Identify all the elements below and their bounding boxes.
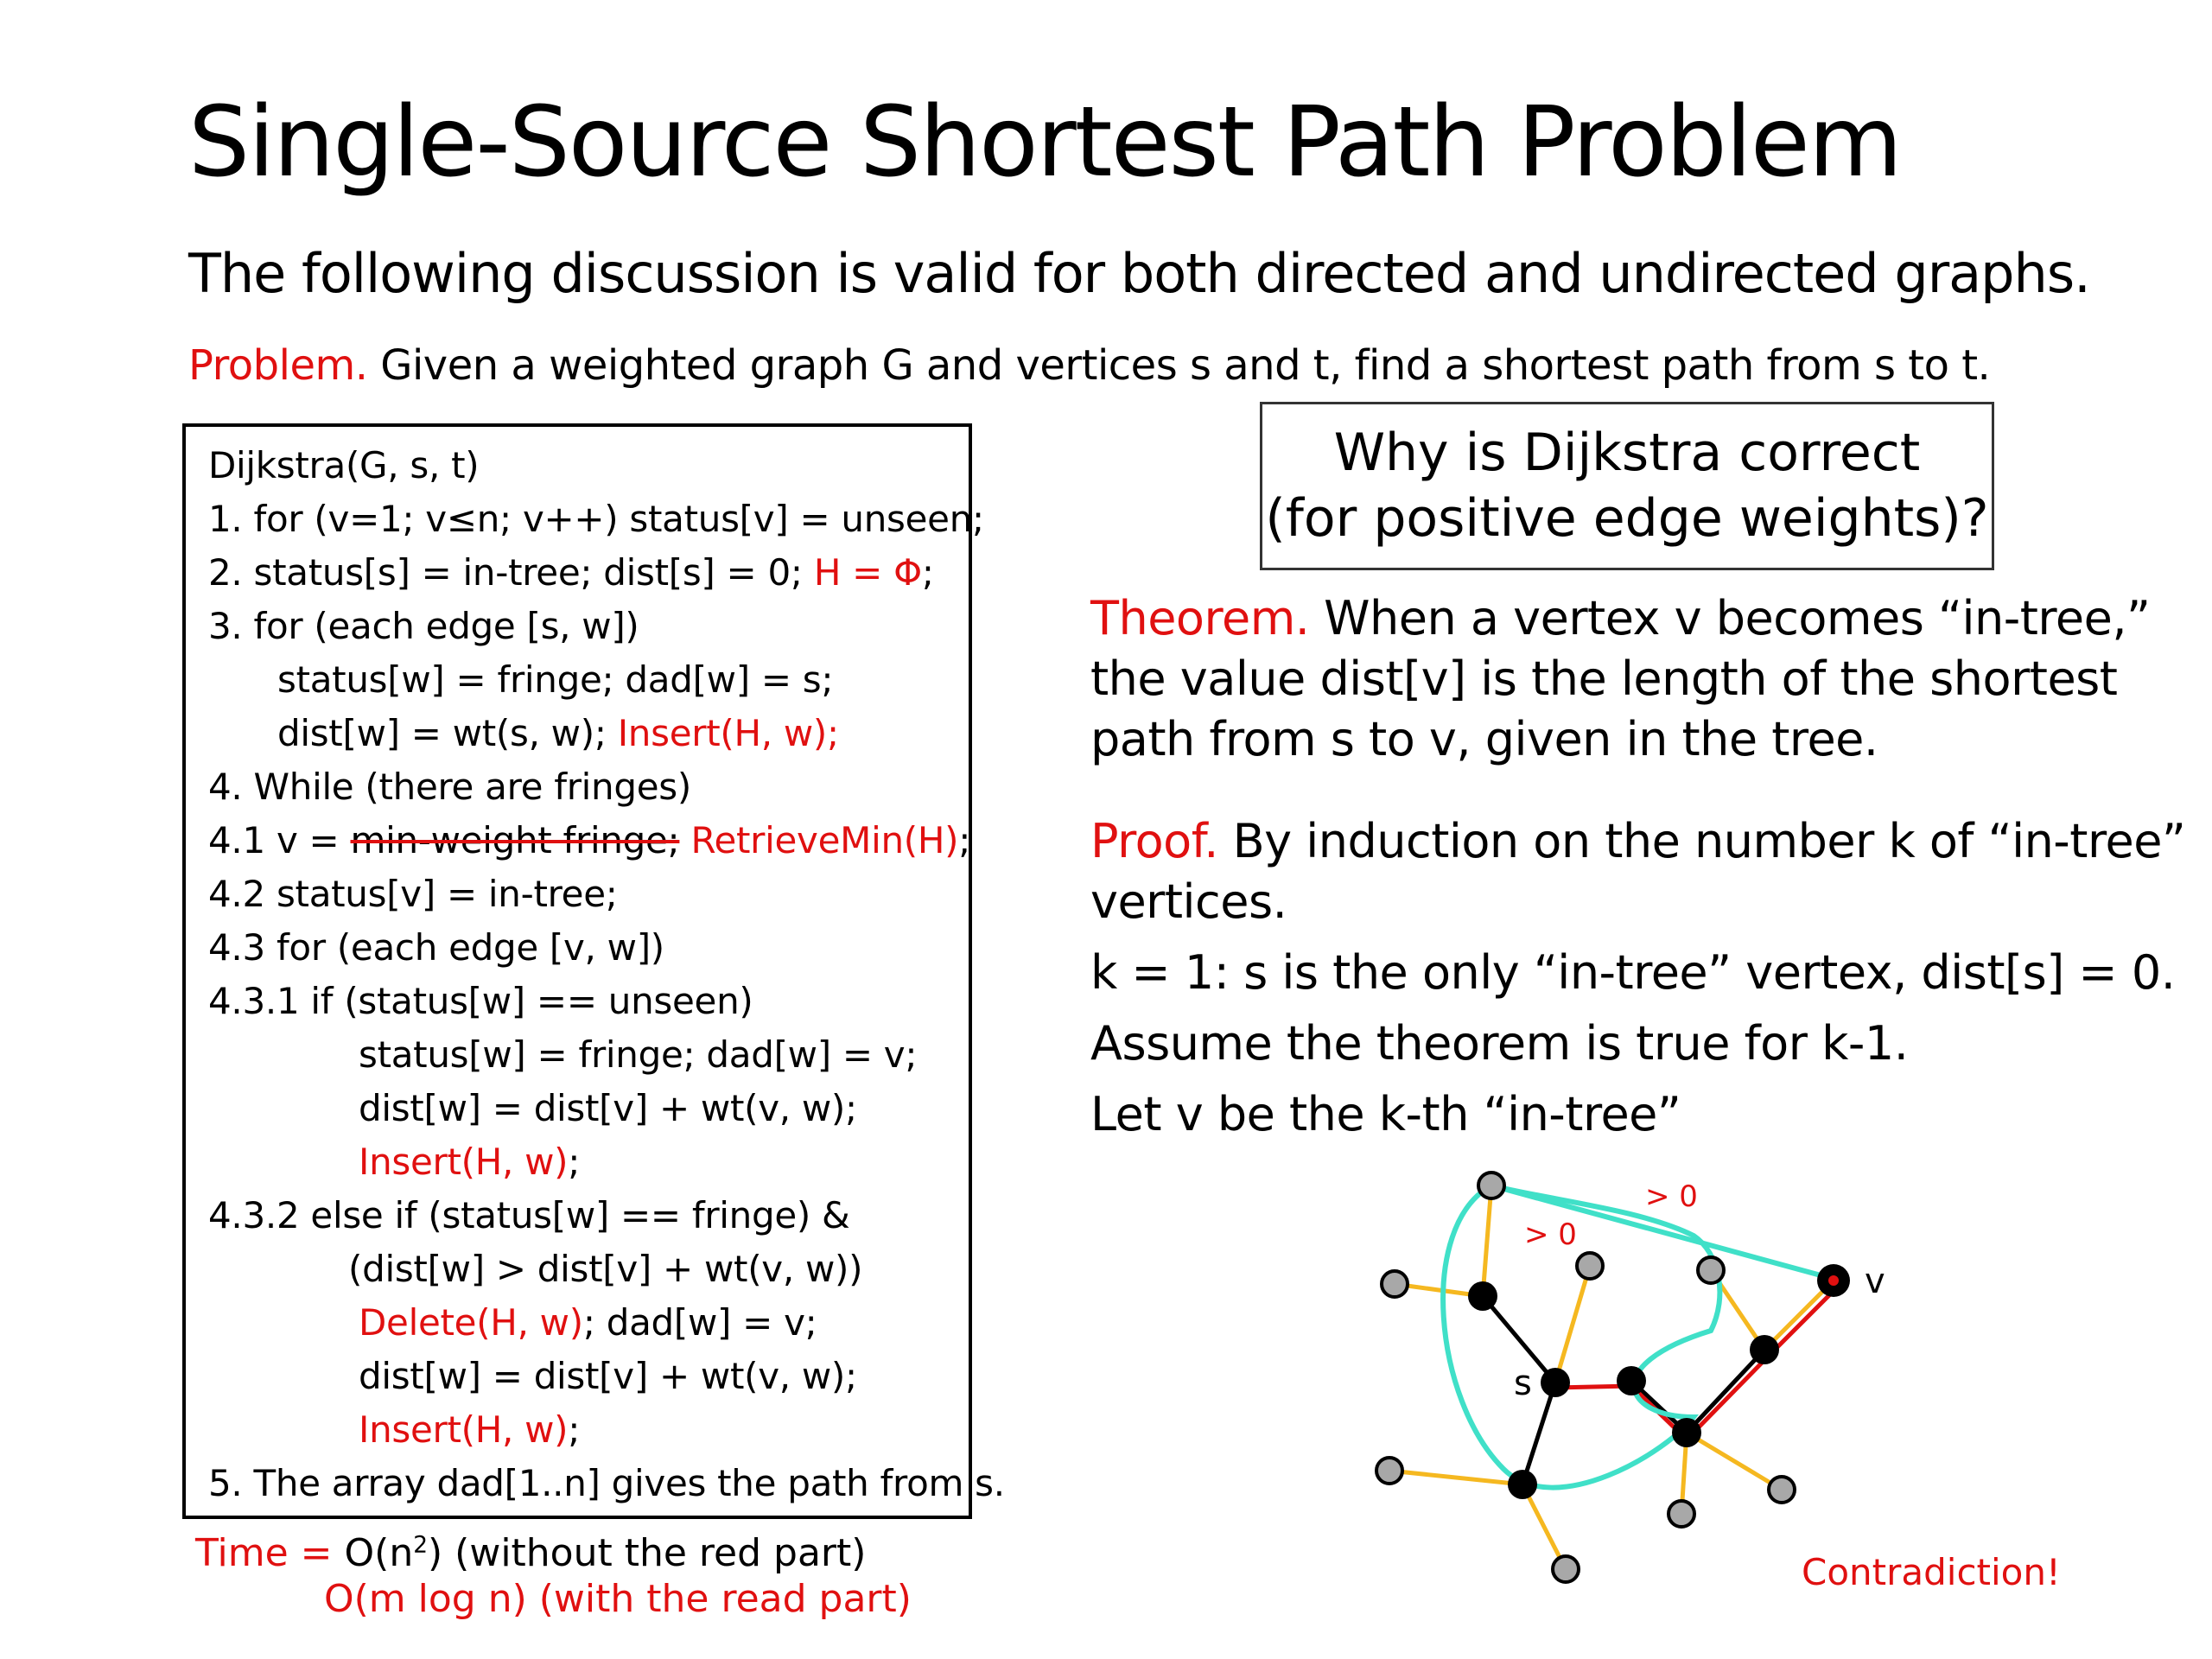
theorem-line-2: the value dist[v] is the length of the shortest — [1090, 652, 2118, 706]
theorem-line-3: path from s to v, given in the tree. — [1090, 712, 1878, 766]
proof-line-4: Assume the theorem is true for k-1. — [1090, 1016, 1909, 1071]
algo-line-4-3-2c: dist[w] = dist[v] + wt(v, w); — [359, 1355, 857, 1397]
algo-line-4-3-2: 4.3.2 else if (status[w] == fringe) & — [208, 1194, 850, 1236]
algo-header: Dijkstra(G, s, t) — [208, 444, 480, 486]
algo-line-4-3-1b: dist[w] = dist[v] + wt(v, w); — [359, 1087, 857, 1129]
theorem-line-1: Theorem. When a vertex v becomes “in-tree,” — [1090, 591, 2151, 645]
proof-line-2: vertices. — [1090, 874, 1287, 929]
problem-text: Given a weighted graph G and vertices s and t, find a shortest path from s to t. — [367, 341, 1991, 390]
time-complexity-1: Time = $O(n^2)$ (without the red part) — [195, 1531, 867, 1575]
fringe-vertex — [1577, 1253, 1603, 1279]
algo-line-4-2: 4.2 status[v] = in-tree; — [208, 873, 618, 915]
contradiction-text: Contradiction! — [1802, 1551, 2061, 1593]
edge-label-left: > 0 — [1524, 1217, 1577, 1252]
problem-label: Problem. — [188, 341, 368, 390]
question-line-2: (for positive edge weights)? — [1265, 488, 1989, 549]
algo-line-4-3-2b: Delete(H, w); dad[w] = v; — [359, 1301, 817, 1344]
algo-line-3: 3. for (each edge [s, w]) — [208, 605, 639, 647]
fringe-edge — [1555, 1266, 1590, 1382]
fringe-edge — [1389, 1471, 1522, 1484]
time-complexity-2: O(m log n) (with the read part) — [324, 1577, 912, 1621]
algo-line-4-3-1: 4.3.1 if (status[w] == unseen) — [208, 980, 753, 1022]
fringe-vertex — [1478, 1173, 1504, 1198]
algo-line-5: 5. The array dad[1..n] gives the path from s. — [208, 1462, 1005, 1504]
tree-edge — [1687, 1350, 1764, 1433]
tree-vertex — [1750, 1335, 1779, 1364]
proof-line-1: Proof. By induction on the number k of “in-tree” — [1090, 814, 2186, 868]
tree-vertex — [1617, 1366, 1646, 1395]
algo-line-3b: dist[w] = wt(s, w); Insert(H, w); — [277, 712, 839, 754]
label-s: s — [1514, 1363, 1532, 1403]
edge-label-top: > 0 — [1645, 1179, 1698, 1214]
fringe-vertices — [1376, 1173, 1795, 1582]
tree-vertex-s — [1541, 1368, 1570, 1397]
vertex-v-marker — [1828, 1275, 1839, 1286]
tree-vertex — [1672, 1418, 1701, 1447]
label-v: v — [1865, 1262, 1885, 1301]
proof-line-5: Let v be the k-th “in-tree” — [1090, 1087, 1681, 1141]
fringe-vertex — [1698, 1257, 1724, 1283]
fringe-edge — [1687, 1433, 1782, 1490]
tree-vertex — [1468, 1281, 1497, 1311]
fringe-vertex — [1769, 1477, 1795, 1503]
algo-line-1: 1. for (v=1; v≤n; v++) status[v] = unseen; — [208, 498, 984, 540]
proof-line-3: k = 1: s is the only “in-tree” vertex, dist[s] = 0. — [1090, 945, 2176, 1000]
fringe-vertex — [1382, 1271, 1408, 1297]
tree-vertex — [1508, 1470, 1537, 1499]
algo-line-4-3-1a: status[w] = fringe; dad[w] = v; — [359, 1033, 918, 1076]
algo-line-4-3-1c: Insert(H, w); — [359, 1141, 581, 1183]
fringe-vertex — [1553, 1556, 1579, 1582]
page-title: Single-Source Shortest Path Problem — [188, 86, 1901, 199]
algo-line-4-3-2d: Insert(H, w); — [359, 1408, 581, 1451]
fringe-vertex — [1376, 1458, 1402, 1484]
algo-line-2: 2. status[s] = in-tree; dist[s] = 0; H = Φ; — [208, 551, 934, 594]
fringe-edge — [1483, 1185, 1491, 1296]
algo-line-4-3: 4.3 for (each edge [v, w]) — [208, 926, 664, 969]
algo-line-3a: status[w] = fringe; dad[w] = s; — [277, 658, 834, 701]
subtitle: The following discussion is valid for both directed and undirected graphs. — [188, 242, 2090, 305]
fringe-vertex — [1669, 1501, 1694, 1527]
question-line-1: Why is Dijkstra correct — [1333, 423, 1921, 483]
algo-line-4-3-2a: (dist[w] > dist[v] + wt(v, w)) — [348, 1248, 863, 1290]
algo-line-4: 4. While (there are fringes) — [208, 766, 691, 808]
algo-line-4-1: 4.1 v = min-weight fringe; RetrieveMin(H); — [208, 819, 971, 861]
